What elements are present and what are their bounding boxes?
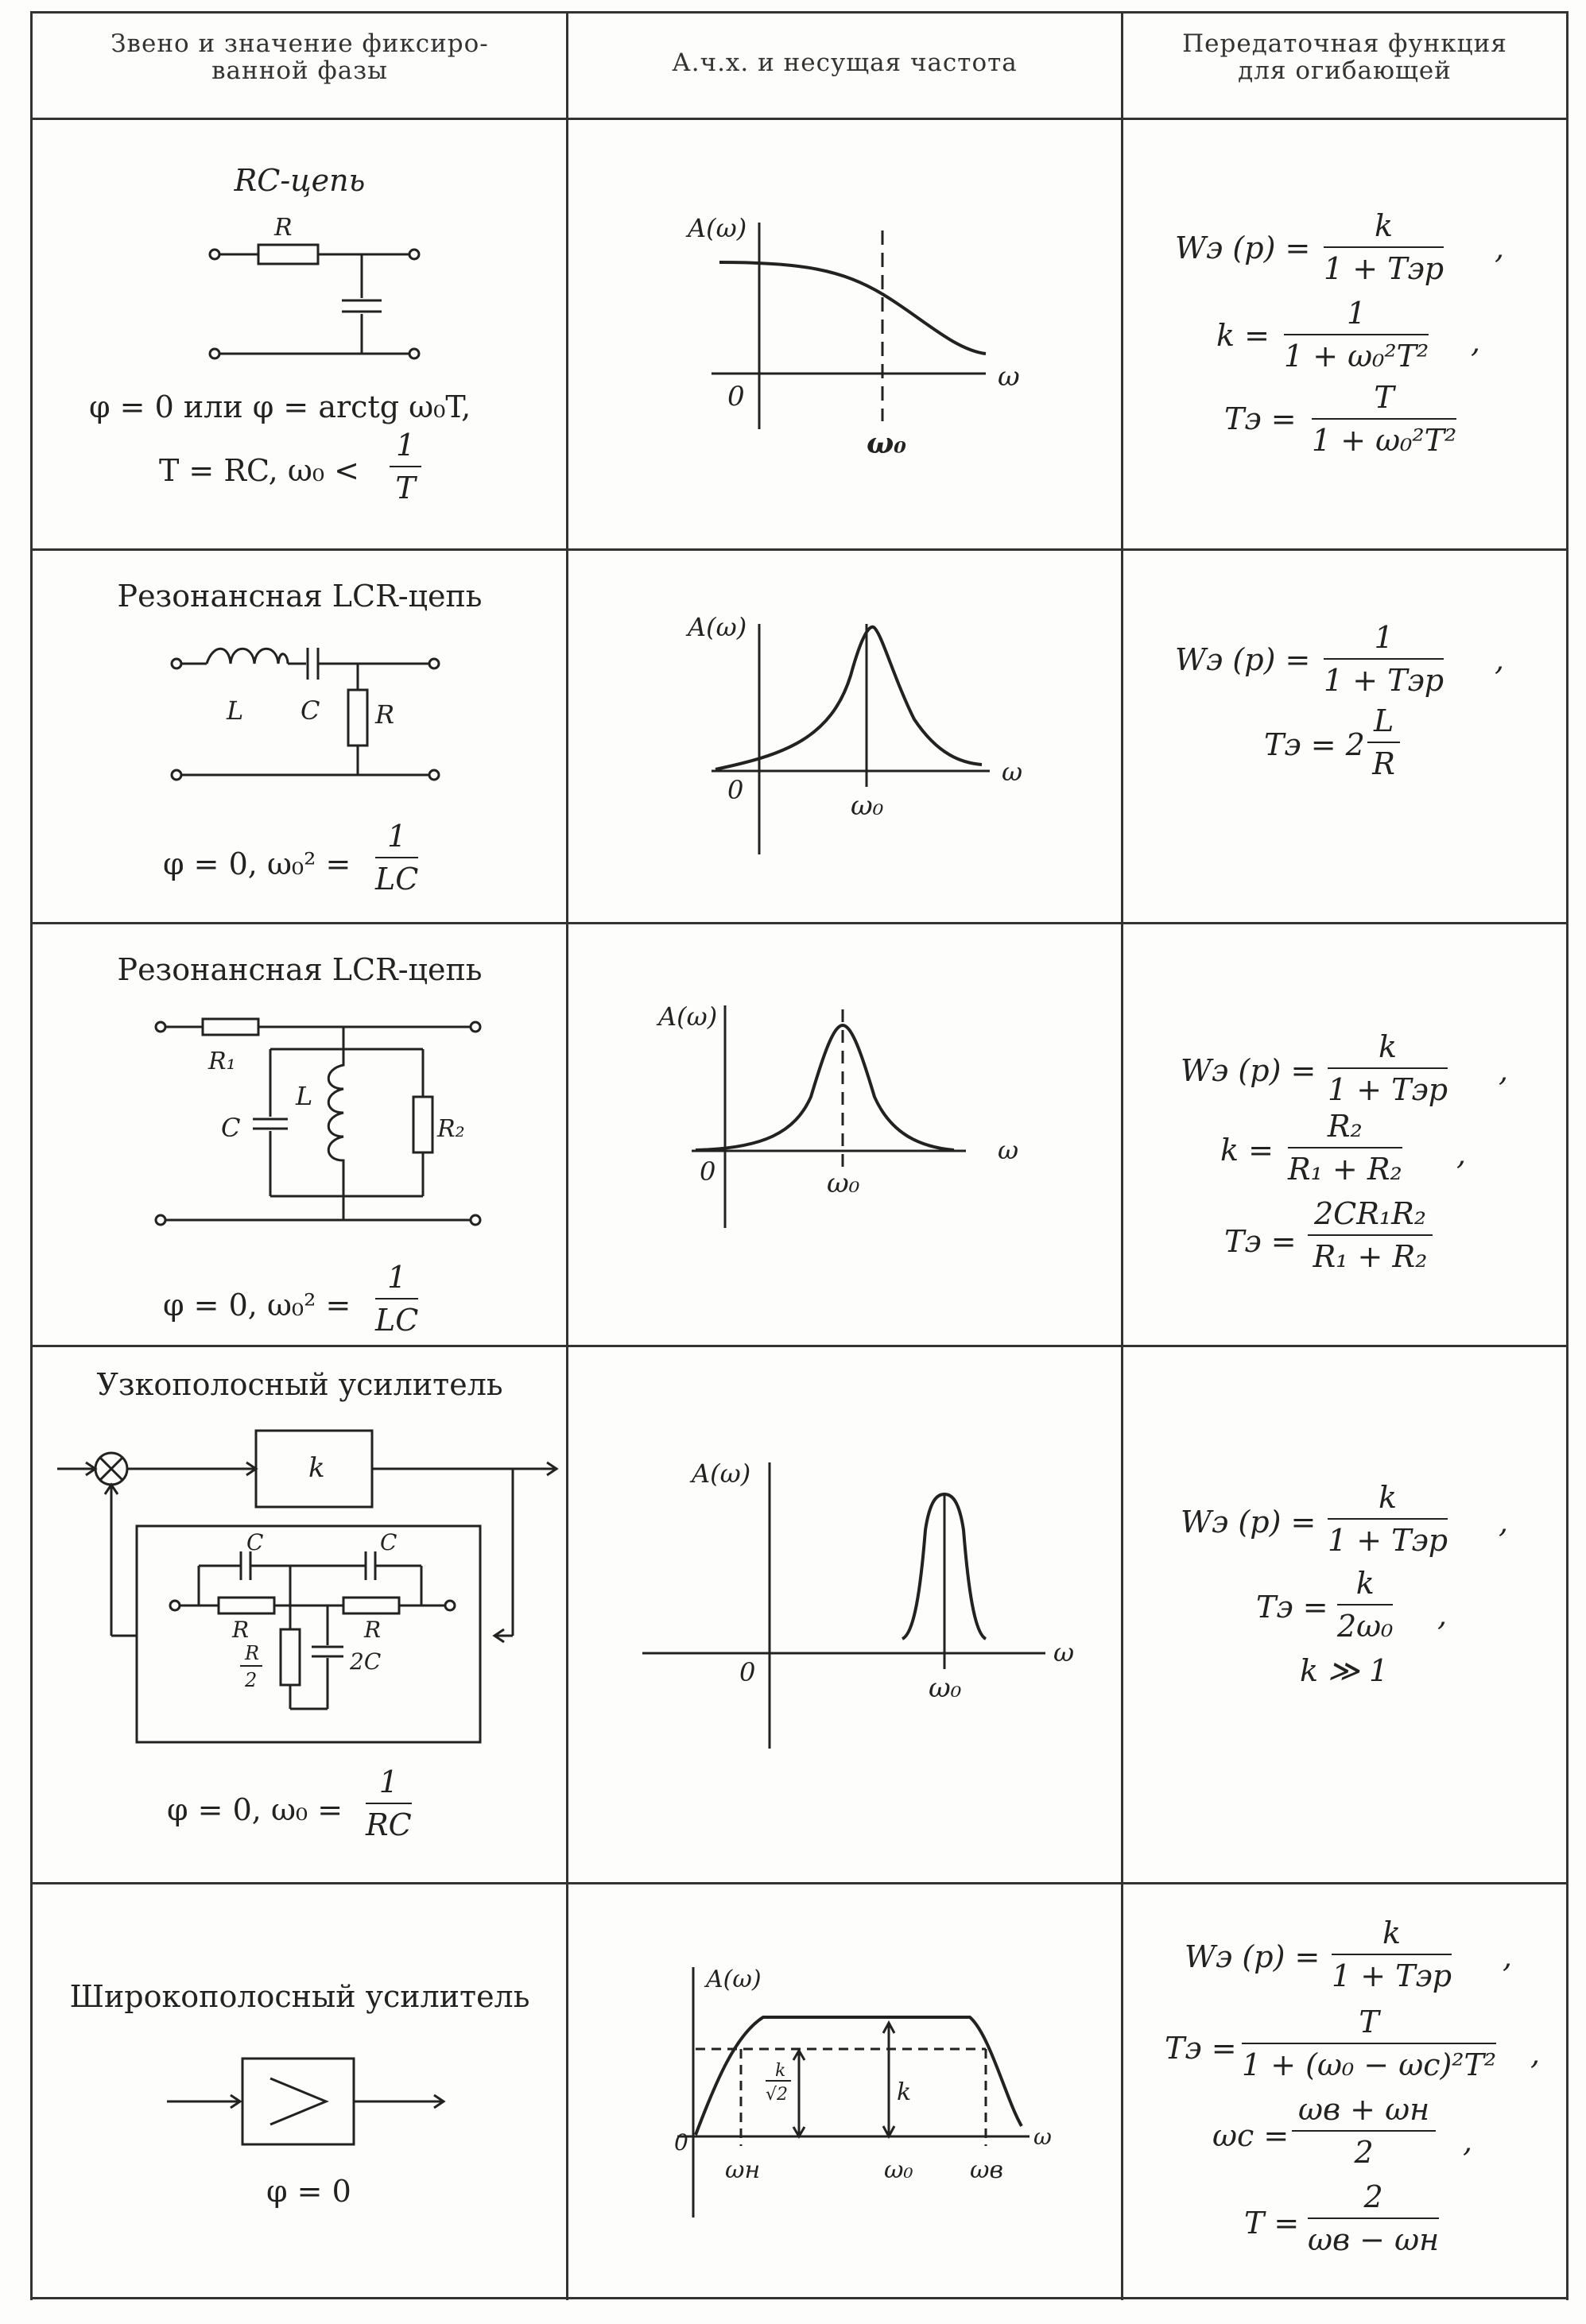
parallel-lcr-plot-x-label: ω	[998, 1135, 1019, 1165]
row5-t-lhs: Tэ =	[1165, 2031, 1237, 2066]
series-lcr-plot-x-label: ω	[1002, 757, 1023, 787]
wideband-plot-k: k	[897, 2078, 912, 2106]
row5-tt-frac	[1308, 2179, 1439, 2257]
header-col1-line2: ванной фазы	[211, 56, 388, 85]
row4-phase: φ = 0, ω₀ =	[167, 1792, 343, 1827]
row1-phase-frac-den: T	[395, 471, 416, 505]
row5-t-tail: ,	[1530, 2036, 1541, 2071]
row5-wc-tail: ,	[1463, 2124, 1473, 2159]
header-col1-line1: Звено и значение фиксиро-	[111, 29, 489, 58]
row4-phase-frac-num: 1	[366, 1764, 412, 1804]
row2-w-num: 1	[1324, 620, 1444, 660]
narrowband-plot-w0: ω₀	[929, 1672, 962, 1704]
row3-phase: φ = 0, ω₀² =	[163, 1288, 351, 1323]
row5-w-den: 1 + Tэp	[1332, 1958, 1452, 1993]
row1-w-num: k	[1324, 208, 1444, 248]
row4-w-lhs: Wэ (p) =	[1181, 1505, 1316, 1540]
row1-phase-line2: T = RC, ω₀ <	[159, 453, 359, 488]
row5-w-tail: ,	[1503, 1939, 1513, 1974]
narrowband-r-half-num: R	[245, 1642, 260, 1664]
row3-w-den: 1 + Tэp	[1328, 1072, 1448, 1107]
narrowband-2c-label: 2C	[350, 1648, 382, 1675]
series-lcr-plot-y-label: A(ω)	[688, 612, 747, 642]
row2-w-tail: ,	[1495, 642, 1505, 677]
narrowband-c1-label: C	[246, 1529, 264, 1555]
row5-wc-num: ωв + ωн	[1292, 2092, 1436, 2132]
row2-phase-frac-den: LC	[375, 862, 419, 897]
row2-phase: φ = 0, ω₀² =	[163, 846, 351, 881]
row4-w-tail: ,	[1499, 1505, 1509, 1540]
narrowband-r2-label: R	[364, 1617, 382, 1643]
row1-t-num: T	[1312, 380, 1456, 420]
row3-t-den: R₁ + R₂	[1313, 1239, 1428, 1274]
wideband-plot-k-sqrt-num: k	[775, 2061, 786, 2081]
parallel-lcr-plot-origin: 0	[700, 1156, 716, 1187]
wideband-plot-wn: ωн	[725, 2156, 761, 2184]
row4-w-num: k	[1328, 1480, 1448, 1520]
row1-title: RC-цепь	[234, 163, 366, 198]
row3-t-lhs: Tэ =	[1224, 1224, 1297, 1259]
row2-title: Резонансная LCR-цепь	[117, 579, 483, 614]
row3-t-num: 2CR₁R₂	[1308, 1196, 1433, 1236]
row4-t-den: 2ω₀	[1337, 1609, 1394, 1644]
wideband-plot-y-label: A(ω)	[706, 1966, 762, 1993]
narrowband-plot-origin: 0	[739, 1657, 756, 1687]
row1-w-tail: ,	[1495, 230, 1505, 265]
row4-w-den: 1 + Tэp	[1328, 1523, 1448, 1558]
row3-w-num: k	[1328, 1029, 1448, 1069]
row5-tt-den: ωв − ωн	[1308, 2222, 1440, 2257]
rc-plot-origin: 0	[727, 381, 745, 413]
narrowband-r-half-den: 2	[245, 1669, 258, 1691]
row4-t-num: k	[1337, 1566, 1393, 1605]
row1-phase-line1: φ = 0 или φ = arctg ω₀T,	[89, 389, 471, 424]
row2-t-lhs: Tэ = 2	[1264, 727, 1365, 762]
row2-w-den: 1 + Tэp	[1324, 663, 1444, 698]
parallel-lcr-c-label: C	[221, 1113, 241, 1143]
row2-phase-frac-num: 1	[375, 819, 418, 858]
row3-phase-frac-den: LC	[375, 1303, 419, 1338]
row5-w-lhs: Wэ (p) =	[1185, 1939, 1320, 1974]
rc-plot-y-label: A(ω)	[688, 213, 747, 243]
row5-t-num: T	[1242, 2004, 1496, 2044]
parallel-lcr-plot-y-label: A(ω)	[658, 1001, 718, 1032]
row3-k-tail: ,	[1456, 1137, 1467, 1172]
row3-title: Резонансная LCR-цепь	[117, 952, 483, 987]
row5-t-frac	[1242, 2004, 1496, 2082]
row5-w-num: k	[1332, 1915, 1452, 1955]
row1-k-lhs: k =	[1216, 318, 1270, 353]
row1-phase-frac-num: 1	[390, 428, 421, 467]
row5-title: Широкополосный усилитель	[69, 1979, 530, 2014]
row3-k-num: R₂	[1288, 1109, 1402, 1148]
row5-w-frac	[1332, 1915, 1452, 1993]
header-col3-line1: Передаточная функция	[1182, 29, 1507, 58]
rc-r-label: R	[274, 214, 293, 242]
parallel-lcr-r1-label: R₁	[208, 1048, 236, 1075]
row5-tt-lhs: T =	[1244, 2206, 1300, 2241]
parallel-lcr-r2-label: R₂	[437, 1115, 465, 1143]
narrowband-plot-x-label: ω	[1053, 1637, 1075, 1667]
row1-w-lhs: Wэ (p) =	[1175, 230, 1311, 265]
row4-title: Узкополосный усилитель	[96, 1367, 503, 1402]
series-lcr-c-label: C	[301, 695, 320, 726]
row4-t-tail: ,	[1437, 1598, 1448, 1633]
row3-w-tail: ,	[1499, 1053, 1509, 1088]
row3-k-den: R₁ + R₂	[1288, 1152, 1402, 1187]
row4-t-lhs: Tэ =	[1256, 1590, 1328, 1625]
narrowband-k-label: k	[308, 1452, 325, 1484]
row2-w-lhs: Wэ (p) =	[1175, 642, 1311, 677]
row5-phase: φ = 0	[266, 2174, 351, 2209]
row5-t-den: 1 + (ω₀ − ωc)²T²	[1242, 2047, 1497, 2082]
wideband-plot-k-sqrt-den: √2	[766, 2085, 789, 2105]
parallel-lcr-l-label: L	[296, 1081, 313, 1111]
row5-wc-lhs: ωc =	[1212, 2118, 1289, 2153]
row1-t-lhs: Tэ =	[1224, 401, 1297, 436]
row4-condition: k ≫ 1	[1300, 1653, 1389, 1688]
header-col2-label: А.ч.х. и несущая частота	[672, 48, 1018, 77]
row3-w-lhs: Wэ (p) =	[1181, 1053, 1316, 1088]
header-col3-line2: для огибающей	[1238, 56, 1452, 85]
row1-t-den: 1 + ω₀²T²	[1312, 423, 1457, 458]
rc-plot-w0: ω₀	[867, 427, 907, 460]
series-lcr-r-label: R	[375, 699, 395, 730]
row2-t-num: L	[1367, 703, 1400, 743]
row1-k-num: 1	[1284, 296, 1429, 335]
row1-k-tail: ,	[1471, 324, 1481, 359]
wideband-plot-w0: ω₀	[884, 2156, 913, 2184]
wideband-plot-wv: ωв	[970, 2156, 1003, 2184]
wideband-plot-x-label: ω	[1033, 2124, 1052, 2150]
row5-wc-frac	[1292, 2092, 1436, 2170]
row3-phase-frac-num: 1	[375, 1260, 418, 1300]
row3-k-lhs: k =	[1220, 1133, 1274, 1168]
narrowband-c2-label: C	[380, 1529, 397, 1555]
row2-t-den: R	[1372, 746, 1395, 781]
series-lcr-l-label: L	[227, 695, 244, 726]
row5-tt-num: 2	[1308, 2179, 1439, 2219]
row4-phase-frac-den: RC	[366, 1807, 412, 1842]
wideband-plot-origin: 0	[674, 2129, 688, 2156]
row1-k-den: 1 + ω₀²T²	[1284, 339, 1429, 374]
series-lcr-plot-w0: ω₀	[851, 790, 884, 822]
parallel-lcr-plot-w0: ω₀	[827, 1168, 860, 1199]
narrowband-r1-label: R	[232, 1617, 250, 1643]
series-lcr-plot-origin: 0	[727, 775, 744, 805]
row5-wc-den: 2	[1354, 2135, 1374, 2170]
row1-w-den: 1 + Tэp	[1324, 251, 1444, 286]
narrowband-plot-y-label: A(ω)	[692, 1458, 751, 1489]
rc-plot-x-label: ω	[998, 361, 1020, 393]
